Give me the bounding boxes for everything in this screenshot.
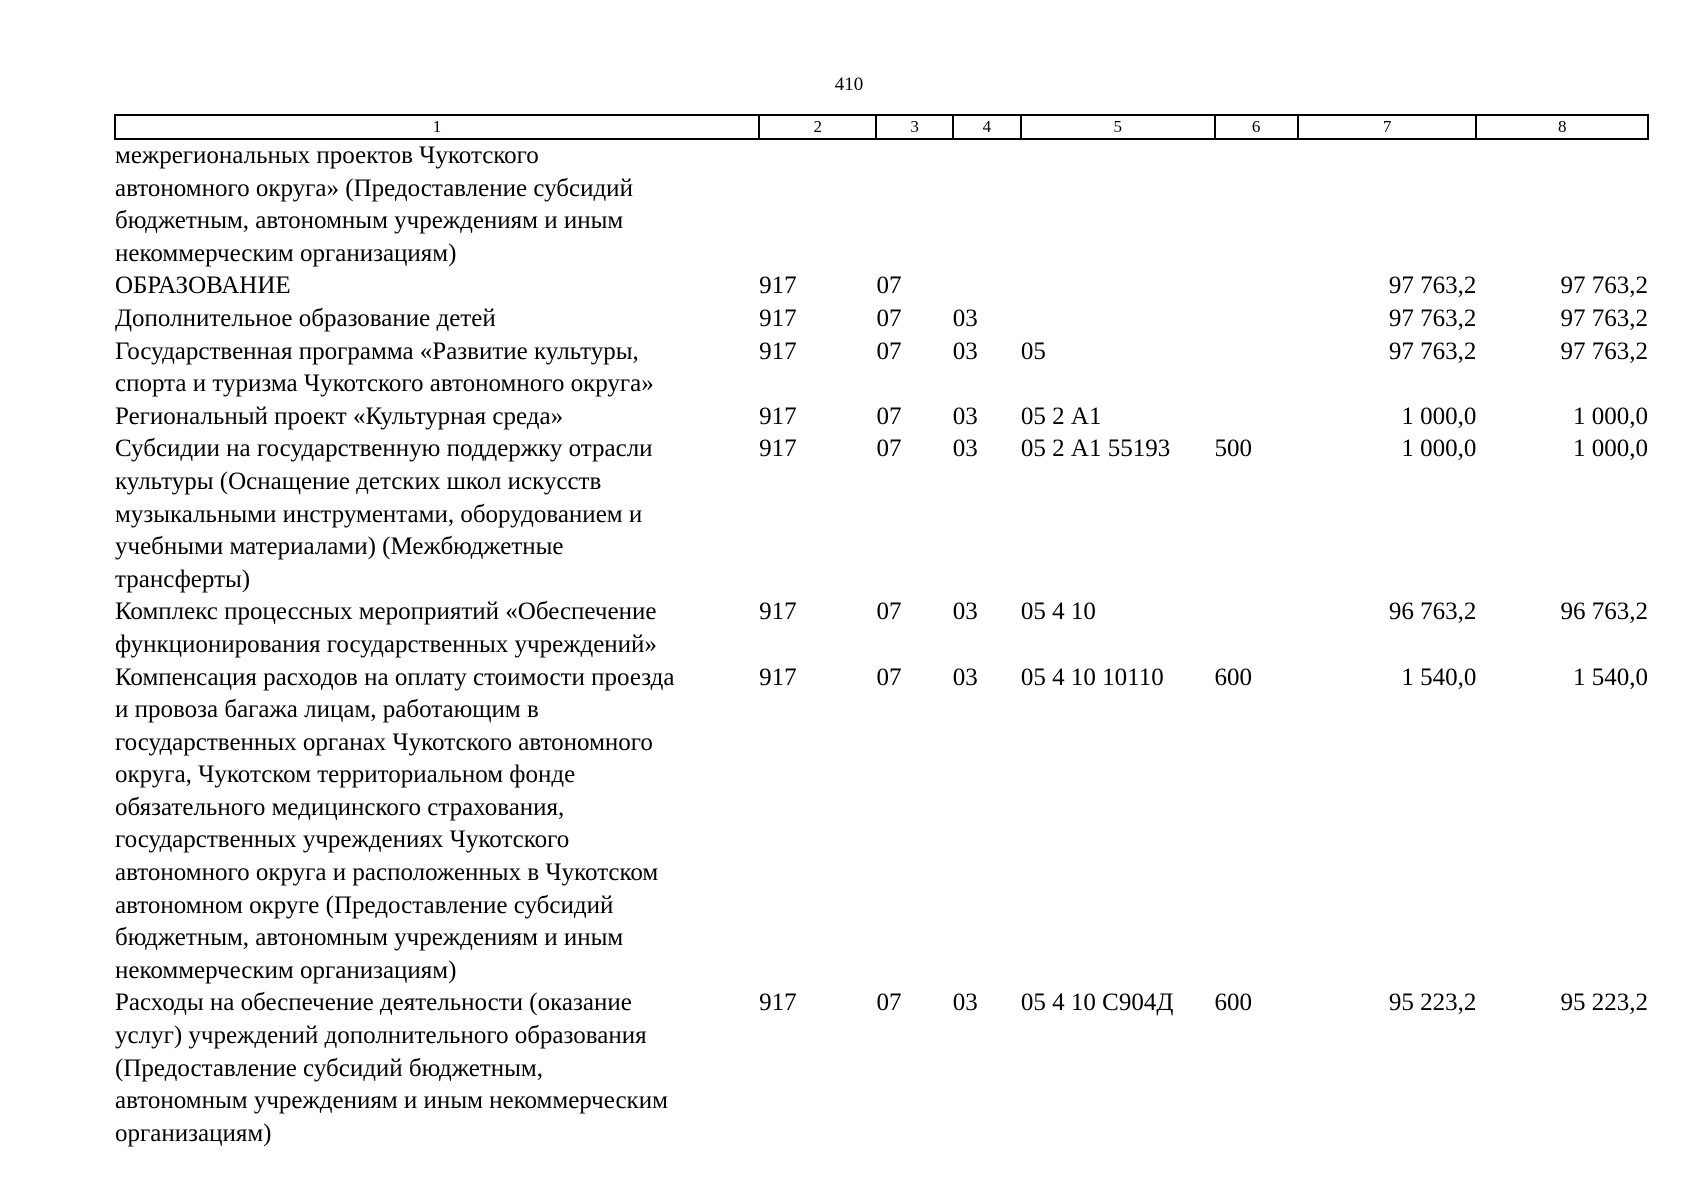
row-description: [115, 596, 759, 661]
page-number: 410: [834, 74, 864, 95]
table-header: [115, 115, 1648, 139]
subsection-code: [953, 270, 1021, 303]
description-line: и провоза багажа лицам, работающим в: [115, 696, 539, 724]
target-article: 05 4 10 10110: [1020, 663, 1164, 691]
description-line: округа, Чукотском территориальном фонде: [115, 761, 576, 789]
header-col-1: 1: [115, 115, 759, 139]
amount-col-7: [1298, 139, 1477, 270]
description-line: Расходы на обеспечение деятельности (оказание: [115, 989, 632, 1017]
description-line: автономном округе (Предоставление субсидий: [115, 891, 614, 919]
amount-col-7: 96 763,2: [1388, 598, 1477, 626]
description-line: Компенсация расходов на оплату стоимости проезда: [115, 663, 675, 691]
header-col-6: 6: [1215, 115, 1298, 139]
row-description: [115, 433, 759, 596]
row-description: [115, 270, 759, 303]
description-line: ОБРАЗОВАНИЕ: [115, 272, 291, 300]
budget-table: [114, 114, 1649, 1150]
header-col-2: 2: [759, 115, 876, 139]
target-article: [1021, 303, 1215, 336]
target-article: 05 4 10 С904Д: [1020, 989, 1174, 1017]
amount-col-7: 95 223,2: [1388, 989, 1477, 1017]
header-col-3: 3: [876, 115, 952, 139]
amount-col-8: 97 763,2: [1560, 272, 1648, 300]
subsection-code: [953, 139, 1021, 270]
section-code: 07: [876, 337, 902, 365]
subsection-code: 03: [952, 598, 978, 626]
table-row: [115, 270, 1648, 303]
section-code: 07: [876, 663, 902, 691]
amount-col-7: 1 000,0: [1401, 435, 1477, 463]
target-article: 05: [1020, 337, 1046, 365]
section-code: 07: [876, 598, 902, 626]
description-line: культуры (Оснащение детских школ искусств: [115, 467, 602, 495]
ministry-code: [759, 139, 876, 270]
table-row: [115, 433, 1648, 596]
subsection-code: 03: [952, 304, 978, 332]
expense-type: 600: [1214, 989, 1253, 1017]
amount-col-8: 97 763,2: [1560, 304, 1648, 332]
header-col-4: 4: [953, 115, 1021, 139]
description-line: Государственная программа «Развитие культуры,: [115, 337, 639, 365]
table-row: [115, 303, 1648, 336]
description-line: автономного округа и расположенных в Чукотском: [115, 859, 659, 887]
description-line: спорта и туризма Чукотского автономного округа»: [115, 370, 654, 398]
ministry-code: 917: [759, 663, 797, 691]
amount-col-8: 96 763,2: [1560, 598, 1648, 626]
section-code: 07: [876, 435, 902, 463]
expense-type: [1215, 139, 1298, 270]
description-line: музыкальными инструментами, оборудованием и: [115, 500, 643, 528]
row-description: [115, 662, 759, 988]
ministry-code: 917: [759, 337, 797, 365]
row-description: [115, 401, 759, 434]
description-line: бюджетным, автономным учреждениям и иным: [115, 924, 624, 952]
amount-col-8: 1 000,0: [1573, 402, 1648, 430]
ministry-code: 917: [759, 989, 797, 1017]
subsection-code: 03: [952, 663, 978, 691]
description-line: учебными материалами) (Межбюджетные: [115, 533, 564, 561]
target-article: [1021, 139, 1215, 270]
amount-col-8: 95 223,2: [1560, 989, 1648, 1017]
description-line: бюджетным, автономным учреждениям и иным: [115, 207, 624, 235]
section-code: [876, 139, 952, 270]
ministry-code: 917: [759, 402, 797, 430]
description-line: автономного округа» (Предоставление субсидий: [115, 174, 633, 202]
table-row: [115, 336, 1648, 401]
target-article: 05 4 10: [1020, 598, 1096, 626]
description-line: государственных органах Чукотского автономного: [115, 728, 653, 756]
expense-type: [1215, 270, 1298, 303]
row-description: [115, 303, 759, 336]
header-row: [115, 115, 1648, 139]
description-line: межрегиональных проектов Чукотского: [115, 142, 539, 169]
expense-type: [1215, 303, 1298, 336]
row-description: [115, 987, 759, 1150]
amount-col-8: 97 763,2: [1560, 337, 1648, 365]
description-line: некоммерческим организациям): [115, 239, 457, 267]
table-row: [115, 662, 1648, 988]
row-description: [115, 139, 759, 270]
amount-col-7: 1 000,0: [1401, 402, 1477, 430]
header-col-5: 5: [1021, 115, 1215, 139]
description-line: обязательного медицинского страхования,: [115, 793, 565, 821]
target-article: [1021, 270, 1215, 303]
header-col-7: 7: [1298, 115, 1477, 139]
target-article: 05 2 А1: [1020, 402, 1102, 430]
description-line: услуг) учреждений дополнительного образования: [115, 1022, 647, 1050]
description-line: Региональный проект «Культурная среда»: [115, 402, 564, 430]
description-line: функционирования государственных учреждений»: [115, 630, 657, 658]
description-line: трансферты): [115, 565, 251, 593]
section-code: 07: [876, 272, 902, 300]
amount-col-8: [1476, 139, 1648, 270]
description-line: Субсидии на государственную поддержку отрасли: [115, 435, 653, 463]
expense-type: 500: [1214, 435, 1253, 463]
ministry-code: 917: [759, 304, 797, 332]
subsection-code: 03: [952, 402, 978, 430]
row-description: [115, 336, 759, 401]
table-body: [115, 139, 1648, 1150]
description-line: (Предоставление субсидий бюджетным,: [115, 1054, 543, 1082]
table-row: [115, 596, 1648, 661]
table-row: [115, 987, 1648, 1150]
description-line: некоммерческим организациям): [115, 956, 457, 984]
amount-col-7: 97 763,2: [1388, 337, 1477, 365]
expense-type: [1215, 401, 1298, 434]
expense-type: 600: [1214, 663, 1253, 691]
subsection-code: 03: [952, 435, 978, 463]
ministry-code: 917: [759, 598, 797, 626]
expense-type: [1215, 596, 1298, 661]
description-line: Дополнительное образование детей: [115, 304, 496, 332]
section-code: 07: [876, 304, 902, 332]
header-col-8: 8: [1476, 115, 1648, 139]
amount-col-7: 97 763,2: [1388, 272, 1477, 300]
table-row: [115, 139, 1648, 270]
subsection-code: 03: [952, 337, 978, 365]
section-code: 07: [876, 989, 902, 1017]
description-line: государственных учреждениях Чукотского: [115, 826, 570, 854]
ministry-code: 917: [759, 435, 797, 463]
amount-col-8: 1 000,0: [1573, 435, 1648, 463]
amount-col-7: 1 540,0: [1401, 663, 1477, 691]
expense-type: [1215, 336, 1298, 401]
target-article: 05 2 А1 55193: [1020, 435, 1171, 463]
subsection-code: 03: [952, 989, 978, 1017]
amount-col-8: 1 540,0: [1573, 663, 1648, 691]
description-line: Комплекс процессных мероприятий «Обеспечение: [115, 598, 657, 626]
description-line: организациям): [115, 1119, 272, 1147]
section-code: 07: [876, 402, 902, 430]
amount-col-7: 97 763,2: [1388, 304, 1477, 332]
ministry-code: 917: [759, 272, 797, 300]
description-line: автономным учреждениям и иным некоммерческим: [115, 1087, 668, 1115]
table-row: [115, 401, 1648, 434]
